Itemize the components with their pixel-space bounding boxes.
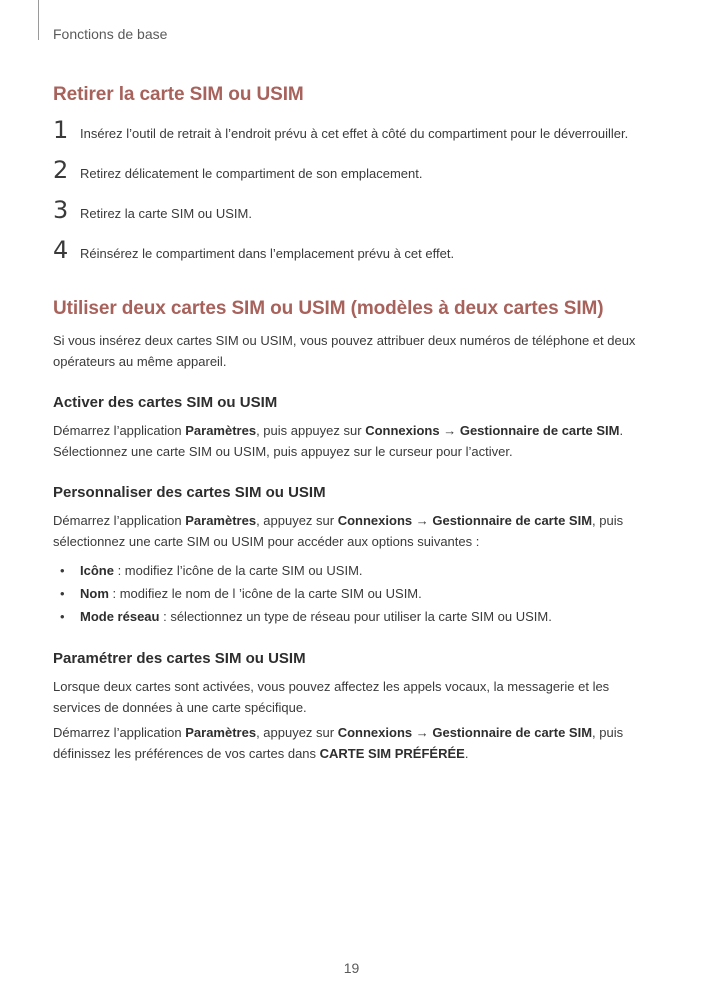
section-title-remove-sim: Retirer la carte SIM ou USIM bbox=[53, 84, 304, 105]
step-number: 1 bbox=[53, 116, 69, 144]
page-content bbox=[53, 84, 653, 764]
running-header: Fonctions de base bbox=[53, 26, 168, 42]
step-4 bbox=[53, 236, 653, 284]
bullet-icon: • bbox=[60, 563, 65, 578]
step-2 bbox=[53, 156, 653, 204]
header-rule bbox=[38, 0, 39, 40]
step-text: Insérez l’outil de retrait à l’endroit prévu à cet effet à côté du compartiment pour le déverrouiller. bbox=[80, 126, 629, 141]
bullet-icon: • bbox=[60, 586, 65, 601]
steps-list bbox=[53, 116, 653, 284]
activate-paragraph-2: Sélectionnez une carte SIM ou USIM, puis appuyez sur le curseur pour l’activer. bbox=[53, 444, 513, 459]
bullet-icon: • bbox=[60, 609, 65, 624]
step-1 bbox=[53, 116, 653, 164]
step-number: 2 bbox=[53, 156, 69, 184]
page-number: 19 bbox=[343, 960, 360, 976]
step-text: Retirez délicatement le compartiment de son emplacement. bbox=[80, 166, 423, 181]
list-item: • Nom : modifiez le nom de l ’icône de la carte SIM ou USIM. bbox=[53, 582, 653, 605]
step-number: 4 bbox=[53, 236, 69, 264]
customize-title: Personnaliser des cartes SIM ou USIM bbox=[53, 484, 326, 501]
activate-title: Activer des cartes SIM ou USIM bbox=[53, 394, 278, 411]
section-title-dual-sim: Utiliser deux cartes SIM ou USIM (modèles à deux cartes SIM) bbox=[53, 298, 604, 319]
activate-section bbox=[53, 394, 653, 462]
dual-sim-intro: Si vous insérez deux cartes SIM ou USIM, vous pouvez attribuer deux numéros de téléphone et deux opérateurs au même appareil. bbox=[53, 333, 636, 369]
list-item: • Icône : modifiez l’icône de la carte SIM ou USIM. bbox=[53, 559, 653, 582]
step-number: 3 bbox=[53, 196, 69, 224]
step-text: Réinsérez le compartiment dans l’emplacement prévu à cet effet. bbox=[80, 246, 455, 261]
preferred-paragraph-2: Démarrez l’application Paramètres, appuyez sur Connexions → Gestionnaire de carte SIM, puis définissez les préférences de vos cartes dans CARTE SIM PRÉFÉRÉE. bbox=[53, 725, 624, 761]
preferred-title: Paramétrer des cartes SIM ou USIM bbox=[53, 650, 306, 667]
list-item: • Mode réseau : sélectionnez un type de réseau pour utiliser la carte SIM ou USIM. bbox=[53, 605, 653, 628]
options-list bbox=[53, 559, 653, 628]
step-3 bbox=[53, 196, 653, 244]
customize-section bbox=[53, 484, 653, 628]
customize-paragraph: Démarrez l’application Paramètres, appuyez sur Connexions → Gestionnaire de carte SIM, puis sélectionnez une carte SIM ou USIM pour accéder aux options suivantes : bbox=[53, 513, 624, 549]
preferred-paragraph-1: Lorsque deux cartes sont activées, vous pouvez affectez les appels vocaux, la messagerie et les services de données à une carte spécifique. bbox=[53, 679, 610, 715]
activate-paragraph-1: Démarrez l’application Paramètres, puis appuyez sur Connexions → Gestionnaire de carte SIM. bbox=[53, 423, 624, 438]
step-text: Retirez la carte SIM ou USIM. bbox=[80, 206, 252, 221]
preferred-section bbox=[53, 650, 653, 764]
